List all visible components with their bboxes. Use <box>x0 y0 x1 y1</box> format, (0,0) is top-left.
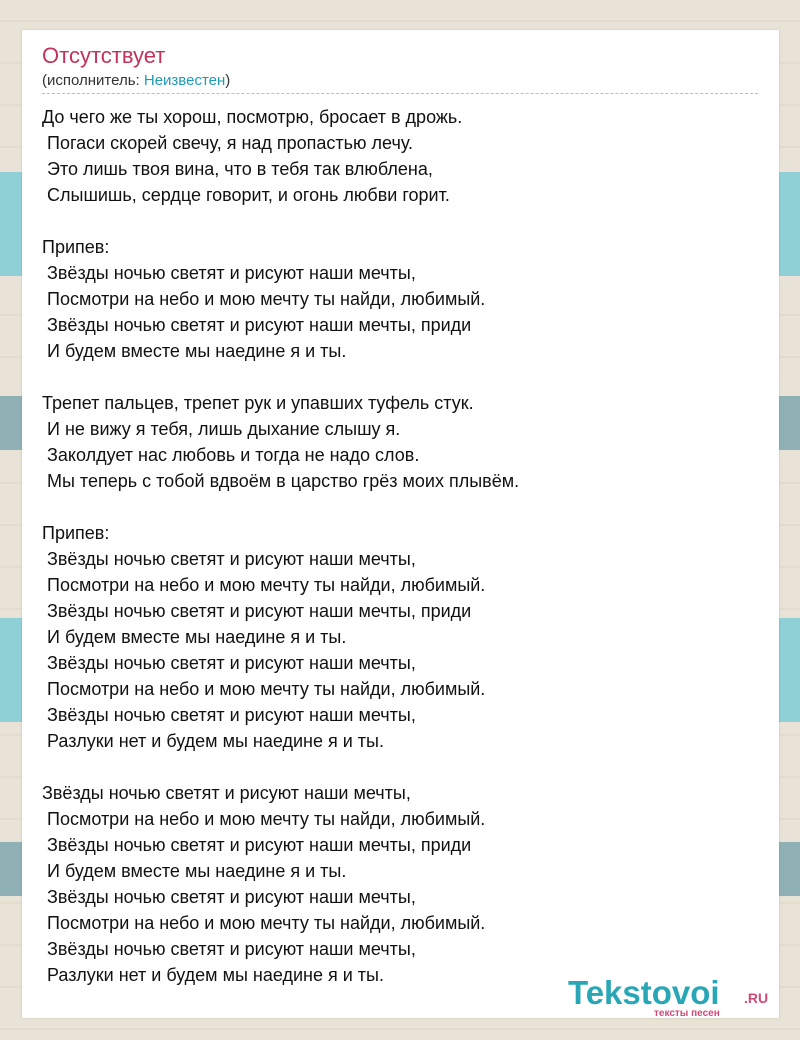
lyric-line: Посмотри на небо и мою мечту ты найди, любимый. <box>42 575 486 595</box>
logo-name: Tekstovoi <box>568 974 720 1011</box>
lyric-line: Разлуки нет и будем мы наедине я и ты. <box>42 965 384 985</box>
artist-suffix: ) <box>225 72 231 89</box>
lyric-line: Звёзды ночью светят и рисуют наши мечты, приди <box>42 601 472 621</box>
lyric-line: И будем вместе мы наедине я и ты. <box>42 861 347 881</box>
lyric-line: Припев: <box>42 523 110 543</box>
lyric-line: Это лишь твоя вина, что в тебя так влюблена, <box>42 159 433 179</box>
lyric-line: Звёзды ночью светят и рисуют наши мечты, <box>42 783 411 803</box>
lyric-line: Звёзды ночью светят и рисуют наши мечты, <box>42 653 416 673</box>
artist-link[interactable]: Неизвестен <box>143 72 226 89</box>
divider <box>42 93 758 94</box>
lyric-line: Посмотри на небо и мою мечту ты найди, любимый. <box>42 913 486 933</box>
lyric-line: И будем вместе мы наедине я и ты. <box>42 341 347 361</box>
lyrics-text <box>42 104 758 988</box>
lyric-line: Звёзды ночью светят и рисуют наши мечты, <box>42 549 416 569</box>
site-logo[interactable] <box>568 974 778 1020</box>
logo-tld: .RU <box>744 990 769 1006</box>
lyric-line: Припев: <box>42 237 110 257</box>
lyric-line: Звёзды ночью светят и рисуют наши мечты, <box>42 887 416 907</box>
song-title: Отсутствует <box>42 43 166 68</box>
lyrics-card <box>22 30 779 1018</box>
lyric-line: И не вижу я тебя, лишь дыхание слышу я. <box>42 419 401 439</box>
artist-line <box>42 72 230 90</box>
lyric-line: Разлуки нет и будем мы наедине я и ты. <box>42 731 384 751</box>
lyric-line: Звёзды ночью светят и рисуют наши мечты, <box>42 263 416 283</box>
lyric-line: Звёзды ночью светят и рисуют наши мечты, приди <box>42 315 472 335</box>
lyric-line: Заколдует нас любовь и тогда не надо слов. <box>42 445 420 465</box>
lyric-line <box>42 754 758 780</box>
lyric-line: Мы теперь с тобой вдвоём в царство грёз моих плывём. <box>42 471 520 491</box>
lyric-line: И будем вместе мы наедине я и ты. <box>42 627 347 647</box>
artist-prefix: (исполнитель: <box>42 72 144 89</box>
lyric-line <box>42 208 758 234</box>
lyric-line: Погаси скорей свечу, я над пропастью лечу. <box>42 133 414 153</box>
lyric-line: Звёзды ночью светят и рисуют наши мечты, <box>42 705 416 725</box>
lyric-line: Посмотри на небо и мою мечту ты найди, любимый. <box>42 809 486 829</box>
logo-tagline: тексты песен <box>654 1008 720 1019</box>
lyric-line: Посмотри на небо и мою мечту ты найди, любимый. <box>42 679 486 699</box>
lyric-line: Звёзды ночью светят и рисуют наши мечты, приди <box>42 835 472 855</box>
lyric-line <box>42 364 758 390</box>
lyric-line: До чего же ты хорош, посмотрю, бросает в дрожь. <box>42 107 463 127</box>
lyric-line: Посмотри на небо и мою мечту ты найди, любимый. <box>42 289 486 309</box>
lyric-line: Трепет пальцев, трепет рук и упавших туфель стук. <box>42 393 474 413</box>
lyric-line <box>42 494 758 520</box>
lyric-line: Звёзды ночью светят и рисуют наши мечты, <box>42 939 416 959</box>
lyric-line: Слышишь, сердце говорит, и огонь любви горит. <box>42 185 450 205</box>
